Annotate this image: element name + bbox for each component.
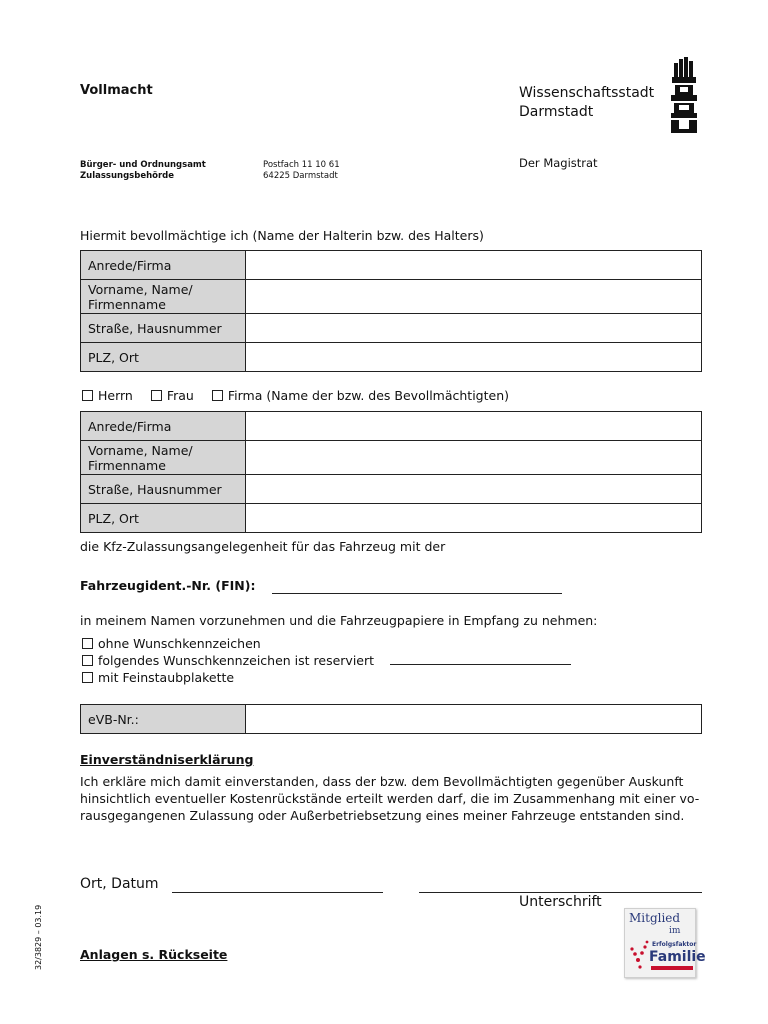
proxy-city-field[interactable] (246, 504, 702, 533)
signature-label: Unterschrift (519, 894, 602, 910)
table-row (81, 251, 702, 280)
holder-street-field[interactable] (246, 314, 702, 343)
proxy-anrede-field[interactable] (246, 412, 702, 441)
proxy-checkbox-row (82, 388, 523, 403)
city-name (519, 84, 654, 122)
holder-anrede-field[interactable] (246, 251, 702, 280)
darmstadt-tower-logo-icon (669, 57, 699, 133)
firma-label: Firma (Name der bzw. des Bevollmächtigten) (227, 388, 510, 403)
feinstaubplakette-option[interactable] (82, 670, 234, 685)
evb-table (80, 704, 702, 734)
intro-text: Hiermit bevollmächtige ich (Name der Halterin bzw. des Halters) (80, 228, 484, 243)
badge-mitglied: Mitglied (629, 911, 681, 925)
holder-name-label (81, 280, 246, 314)
holder-table (80, 250, 702, 372)
badge-im: im (669, 926, 681, 936)
wunschkennzeichen-label: folgendes Wunschkennzeichen ist reserviert (98, 653, 375, 668)
holder-city-field[interactable] (246, 343, 702, 372)
ort-datum-input[interactable] (172, 892, 383, 893)
ort-datum-label: Ort, Datum (80, 876, 159, 892)
attachments-note: Anlagen s. Rückseite (80, 947, 228, 962)
badge-familie: Familie (649, 949, 706, 965)
herrn-checkbox[interactable] (82, 390, 93, 401)
holder-name-field[interactable] (246, 280, 702, 314)
herrn-option[interactable] (82, 388, 133, 403)
ohne-wunschkennzeichen-label: ohne Wunschkennzeichen (98, 636, 261, 651)
postbox-line-1: Postfach 11 10 61 (263, 160, 340, 170)
table-row (81, 475, 702, 504)
department-line-1: Bürger- und Ordnungsamt (80, 160, 206, 170)
badge-erfolgsfaktor: Erfolgsfaktor (652, 941, 697, 948)
signature-input[interactable] (419, 892, 702, 893)
holder-street-label: Straße, Hausnummer (81, 314, 246, 343)
city-line-2: Darmstadt (519, 104, 594, 120)
consent-line-3: rausgegangenen Zulassung oder Außerbetriebsetzung eines meiner Fahrzeuge entstanden sind. (80, 808, 685, 823)
feinstaubplakette-checkbox[interactable] (82, 672, 93, 683)
table-row (81, 441, 702, 475)
in-name-text: in meinem Namen vorzunehmen und die Fahrzeugpapiere in Empfang zu nehmen: (80, 613, 598, 628)
consent-line-2: hinsichtlich eventueller Kostenrückstände erteilt werden darf, die im Zusammenhang mit einer vo- (80, 791, 700, 806)
postbox-line-2: 64225 Darmstadt (263, 171, 338, 181)
herrn-label: Herrn (98, 388, 133, 403)
department (80, 160, 206, 182)
proxy-anrede-label: Anrede/Firma (81, 412, 246, 441)
table-row (81, 504, 702, 533)
holder-name-label-line-1: Vorname, Name/ (88, 281, 193, 297)
holder-city-label: PLZ, Ort (81, 343, 246, 372)
proxy-name-label-line-1: Vorname, Name/ (88, 442, 193, 458)
firma-checkbox[interactable] (212, 390, 223, 401)
table-row (81, 280, 702, 314)
proxy-name-label-line-2: Firmenname (88, 457, 166, 473)
frau-label: Frau (166, 388, 194, 403)
evb-label: eVB-Nr.: (81, 705, 246, 734)
proxy-city-label: PLZ, Ort (81, 504, 246, 533)
table-row (81, 314, 702, 343)
evb-field[interactable] (246, 705, 702, 734)
proxy-table (80, 411, 702, 533)
wunschkennzeichen-option[interactable] (82, 653, 374, 668)
form-number: 32/3829 – 03.19 (34, 904, 43, 970)
consent-line-1: Ich erkläre mich damit einverstanden, dass der bzw. dem Bevollmächtigten gegenüber Auskunft (80, 774, 684, 789)
page-title: Vollmacht (80, 83, 153, 98)
table-row (81, 343, 702, 372)
fin-label: Fahrzeugident.-Nr. (FIN): (80, 578, 256, 593)
firma-option[interactable] (212, 388, 509, 403)
table-row (81, 412, 702, 441)
vehicle-text: die Kfz-Zulassungsangelegenheit für das Fahrzeug mit der (80, 539, 446, 554)
frau-checkbox[interactable] (151, 390, 162, 401)
holder-anrede-label: Anrede/Firma (81, 251, 246, 280)
wunschkennzeichen-input[interactable] (390, 664, 571, 665)
table-row (81, 705, 702, 734)
wunschkennzeichen-checkbox[interactable] (82, 655, 93, 666)
badge-red-bar (651, 966, 693, 970)
city-line-1: Wissenschaftsstadt (519, 85, 655, 101)
frau-option[interactable] (151, 388, 194, 403)
proxy-street-label: Straße, Hausnummer (81, 475, 246, 504)
ohne-wunschkennzeichen-checkbox[interactable] (82, 638, 93, 649)
proxy-name-label (81, 441, 246, 475)
consent-heading: Einverständniserklärung (80, 752, 254, 767)
fin-input[interactable] (272, 593, 562, 594)
proxy-street-field[interactable] (246, 475, 702, 504)
figure-dots-icon (629, 939, 651, 973)
familie-badge (624, 908, 706, 978)
ohne-wunschkennzeichen-option[interactable] (82, 636, 261, 651)
magistrat-label: Der Magistrat (519, 156, 598, 170)
proxy-name-field[interactable] (246, 441, 702, 475)
consent-text (80, 773, 702, 824)
department-line-2: Zulassungsbehörde (80, 171, 175, 181)
feinstaubplakette-label: mit Feinstaubplakette (98, 670, 235, 685)
postbox-address (263, 160, 340, 182)
holder-name-label-line-2: Firmenname (88, 296, 166, 312)
